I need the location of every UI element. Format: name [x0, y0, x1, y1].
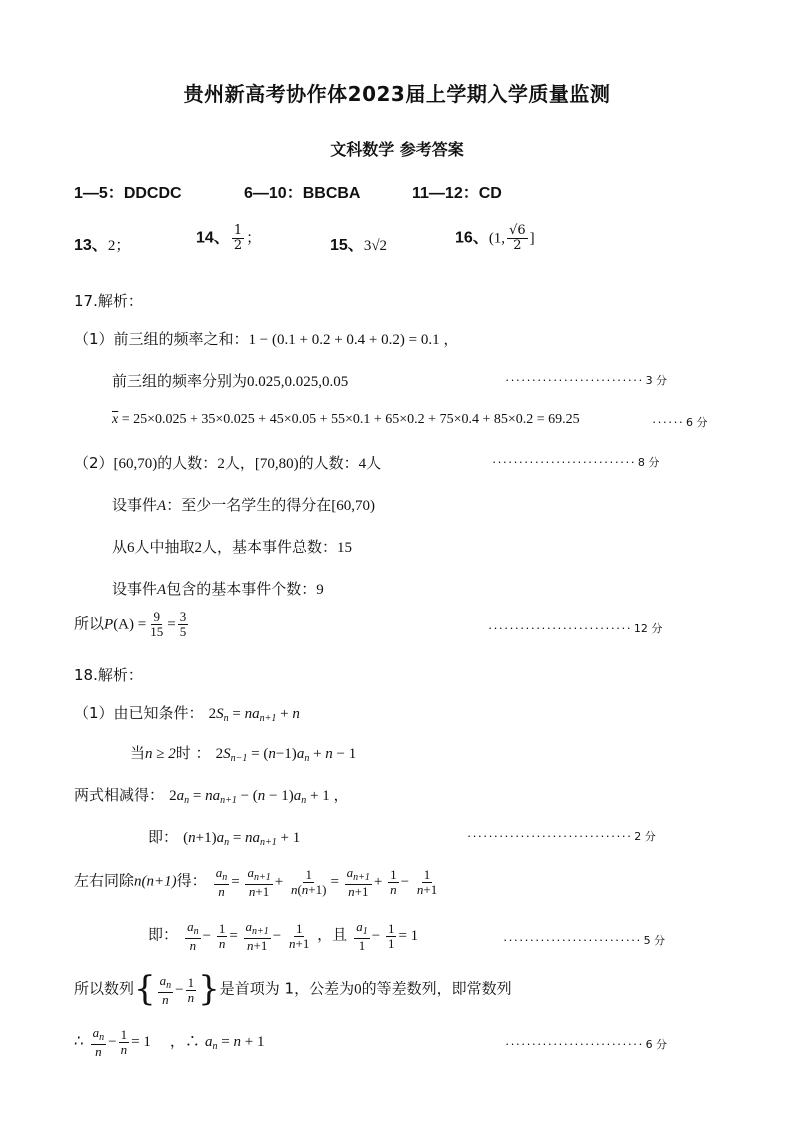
q17-line-4: （2）[60,70)的人数：2人，[70,80)的人数：4人 [74, 454, 382, 472]
q18-line-6: 即： $\frac{a_n}{n}$ − $\frac{1}{n}$ = $\frac{a_{n+1}}{n+1}$ − $\frac{1}{n+1}$ ，且 $\frac{a_1}{1}$ − $\frac{1}{1}$ = 1 [148, 919, 419, 953]
q17-line-2: 前三组的频率分别为0.025,0.025,0.05 [112, 372, 349, 390]
q17-points-12: ··························· 12 分 [488, 620, 663, 635]
q17-line-8: 所以P(A) = $\frac{9}{15}$ = $\frac{3}{5}$ [74, 609, 187, 639]
fill-14: 14、 $\frac{1}{2}$ ； [196, 223, 262, 253]
fill-answers-row [0, 223, 794, 268]
page-title: 贵州新高考协作体2023届上学期入学质量监测 [183, 82, 611, 106]
q17-line-7: 设事件A包含的基本事件个数：9 [112, 580, 324, 598]
choice-group-2: 6—10：BBCBA [244, 185, 361, 202]
q17-points-8: ··························· 8 分 [492, 454, 660, 469]
q17-points-3: ·························· 3 分 [505, 372, 668, 387]
choice-group-3: 11—12：CD [412, 185, 502, 202]
q17-line-1: （1）前三组的频率之和：1 − (0.1 + 0.2 + 0.4 + 0.2) = 0.1 ， [74, 330, 459, 348]
q17-line-6: 从6人中抽取2人，基本事件总数：15 [112, 538, 353, 556]
page-subtitle: 文科数学 参考答案 [330, 140, 464, 159]
fill-15: 15、3√2 [330, 237, 388, 254]
q17-line-5: 设事件A：至少一名学生的得分在[60,70) [112, 496, 375, 514]
q18-line-8: ∴ $\frac{a_n}{n}$ − $\frac{1}{n}$ = 1 ，∴ $a_n = n + 1$ [74, 1025, 265, 1059]
fill-16: 16、(1, $\frac{√6}{2}$ ] [455, 223, 535, 253]
fill-13: 13、2； [74, 237, 131, 254]
choice-answers-row [0, 180, 794, 214]
q18-line-4: 即： $(n+1)a_n = na_{n+1} + 1$ [148, 828, 301, 848]
q18-line-1: （1）由已知条件： $2S_n = na_{n+1} + n$ [74, 704, 300, 724]
q18-points-6: ·························· 6 分 [505, 1036, 668, 1051]
choice-group-1: 1—5：DDCDC [74, 185, 182, 202]
q17-points-6: ······ 6 分 [652, 414, 708, 429]
q18-line-2: 当n ≥ 2时 ： $2S_{n-1} = (n-1)a_n + n - 1$ [130, 744, 357, 764]
q18-points-2: ······························· 2 分 [467, 828, 656, 843]
q18-line-3: 两式相减得： $2a_n = na_{n+1} - (n - 1)a_n + 1$ ， [74, 786, 349, 806]
q17-heading: 17.解析： [74, 292, 143, 310]
q18-points-5: ·························· 5 分 [503, 932, 666, 947]
q18-line-5: 左右同除n(n+1)得： $\frac{a_n}{n}$ = $\frac{a_{n+1}}{n+1}$ + $\frac{1}{n(n+1)}$ = $\frac{a_{n+1}}{n+1}$ + $\frac{1}{n}$ − $\frac{1}{n+1}$ [74, 865, 438, 899]
q18-heading: 18.解析： [74, 666, 143, 684]
q18-line-7: 所以数列{ $\frac{a_n}{n}$ − $\frac{1}{n}$ }是首项为 1，公差为0的等差数列，即常数列 [74, 969, 512, 1009]
q17-line-3: $\overline{x} = 25\times 0.025 + 35\times 0.025 + 45\times 0.05 + 55\times 0.1 + 65\times 0.2 + 75\times 0.4 + 85\times 0.2 = 69.25$ [112, 412, 580, 427]
